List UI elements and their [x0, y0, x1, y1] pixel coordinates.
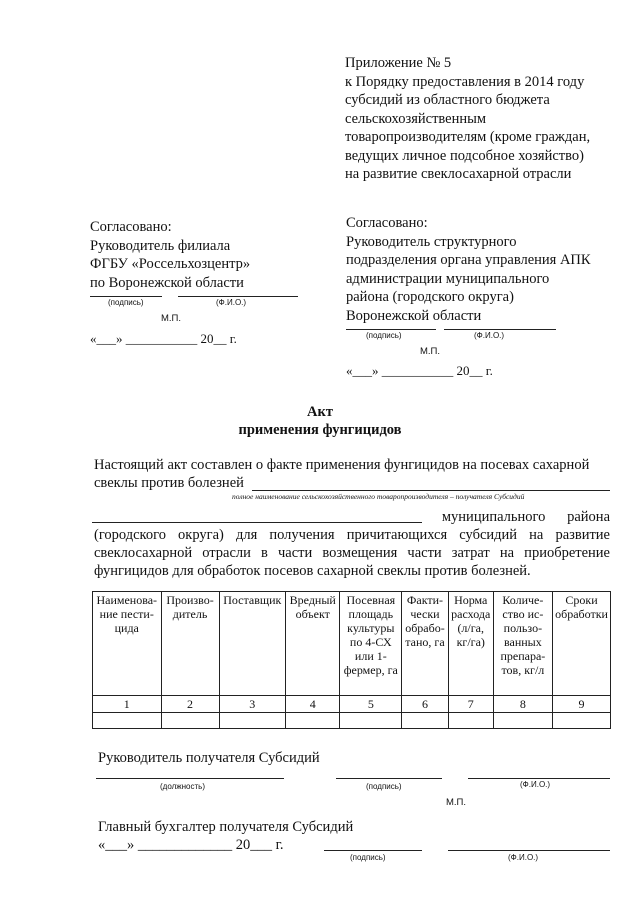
right-agreement-line: района (городского округа): [346, 289, 514, 305]
recipient-caption: полное наименование сельскохозяйственного товаропроизводителя – получателя Субсидий: [232, 492, 525, 501]
table-header-cell: Поставщик: [219, 592, 285, 696]
accountant-sign-line: [324, 850, 422, 851]
right-agreement-line: Руководитель структурного: [346, 233, 517, 250]
table-number-cell: 5: [340, 696, 402, 713]
left-sign-caption: (подпись): [108, 298, 144, 307]
document-subtitle: применения фунгицидов: [238, 422, 402, 438]
right-name-caption: (Ф.И.О.): [474, 331, 505, 340]
head-sign-caption: (подпись): [366, 782, 402, 791]
appendix-line: на развитие свеклосахарной отрасли: [345, 166, 572, 182]
appendix-line: товаропроизводителям (кроме граждан,: [345, 129, 591, 145]
left-sign-line: [90, 296, 162, 297]
table-header-cell: Факти-чески обрабо-тано, га: [402, 592, 449, 696]
table-header-cell: Вредный объект: [286, 592, 340, 696]
body-line-3-tail: муниципального района: [441, 509, 610, 525]
right-agreement-block: [346, 214, 626, 325]
left-stamp-label: М.П.: [161, 313, 182, 324]
table-number-cell: 2: [161, 696, 219, 713]
table-header-cell: Количе-ство ис-пользо-ванных препара-тов, кг/л: [493, 592, 552, 696]
right-agreement-line: Согласовано:: [346, 215, 428, 231]
right-agreement-line: администрации муниципального: [346, 270, 550, 287]
document-title: Акт: [307, 404, 333, 420]
appendix-line: к Порядку предоставления в 2014 году: [345, 73, 585, 90]
accountant-date: «___» _____________ 20___ г.: [98, 837, 284, 853]
table-empty-cell[interactable]: [340, 713, 402, 729]
right-date: «___» ___________ 20__ г.: [346, 363, 493, 378]
municipality-line: [92, 522, 422, 523]
recipient-line: [252, 490, 610, 491]
accountant-sign-caption: (подпись): [350, 853, 386, 862]
fungicide-table: [92, 591, 611, 729]
right-sign-caption: (подпись): [366, 331, 402, 340]
table-empty-cell[interactable]: [448, 713, 493, 729]
table-number-row: [93, 696, 611, 713]
table-empty-cell[interactable]: [286, 713, 340, 729]
body-line-5: свеклосахарной отрасли в части возмещения части затрат на приобретение: [94, 545, 610, 561]
position-line: [96, 778, 284, 779]
head-name-caption: (Ф.И.О.): [520, 780, 551, 789]
head-name-line: [468, 778, 610, 779]
right-sign-line: [346, 329, 436, 330]
table-header-cell: Произво-дитель: [161, 592, 219, 696]
right-stamp-label: М.П.: [420, 346, 441, 357]
left-name-line: [178, 296, 298, 297]
table-number-cell: 3: [219, 696, 285, 713]
table-empty-cell[interactable]: [93, 713, 162, 729]
left-name-caption: (Ф.И.О.): [216, 298, 247, 307]
body-line-4: (городского округа) для получения причитающихся субсидий на развитие: [94, 527, 610, 543]
table-number-cell: 6: [402, 696, 449, 713]
table-header-cell: Норма расхода (л/га, кг/га): [448, 592, 493, 696]
table-number-cell: 4: [286, 696, 340, 713]
table-header-cell: Наименова-ние пести-цида: [93, 592, 162, 696]
head-sign-line: [336, 778, 442, 779]
table-number-cell: 8: [493, 696, 552, 713]
table-empty-cell[interactable]: [402, 713, 449, 729]
body-line-2: свеклы против болезней: [94, 475, 244, 491]
head-signature-title: Руководитель получателя Субсидий: [98, 750, 320, 766]
right-agreement-line: Воронежской области: [346, 307, 482, 324]
left-agreement-line: Согласовано:: [90, 219, 172, 235]
table-empty-row: [93, 713, 611, 729]
appendix-block: [345, 54, 635, 184]
position-caption: (должность): [160, 782, 205, 791]
table-empty-cell[interactable]: [219, 713, 285, 729]
body-line-1: Настоящий акт составлен о факте применения фунгицидов на посевах сахарной: [94, 457, 590, 473]
table-empty-cell[interactable]: [553, 713, 611, 729]
appendix-line: сельскохозяйственным: [345, 110, 487, 127]
table-empty-cell[interactable]: [493, 713, 552, 729]
table-number-cell: 1: [93, 696, 162, 713]
right-agreement-line: подразделения органа управления АПК: [346, 252, 591, 268]
appendix-line: Приложение № 5: [345, 55, 452, 71]
head-stamp-label: М.П.: [446, 797, 467, 808]
table-header-row: [93, 592, 611, 696]
left-agreement-line: ФГБУ «Россельхозцентр»: [90, 256, 251, 272]
left-date: «___» ___________ 20__ г.: [90, 331, 237, 346]
table-number-cell: 9: [553, 696, 611, 713]
left-agreement-block: [90, 218, 330, 292]
table-empty-cell[interactable]: [161, 713, 219, 729]
accountant-signature-title: Главный бухгалтер получателя Субсидий: [98, 819, 354, 835]
table-header-cell: Сроки обработки: [553, 592, 611, 696]
accountant-name-line: [448, 850, 610, 851]
table-header-cell: Посевная площадь культуры по 4-СХ или 1-фермер, га: [340, 592, 402, 696]
appendix-line: субсидий из областного бюджета: [345, 92, 550, 108]
table-number-cell: 7: [448, 696, 493, 713]
left-agreement-line: Руководитель филиала: [90, 237, 231, 254]
right-name-line: [444, 329, 556, 330]
appendix-line: ведущих личное подсобное хозяйство): [345, 147, 584, 164]
accountant-name-caption: (Ф.И.О.): [508, 853, 539, 862]
left-agreement-line: по Воронежской области: [90, 274, 244, 291]
body-line-6: фунгицидов для обработок посевов сахарной свеклы против болезней.: [94, 563, 531, 579]
